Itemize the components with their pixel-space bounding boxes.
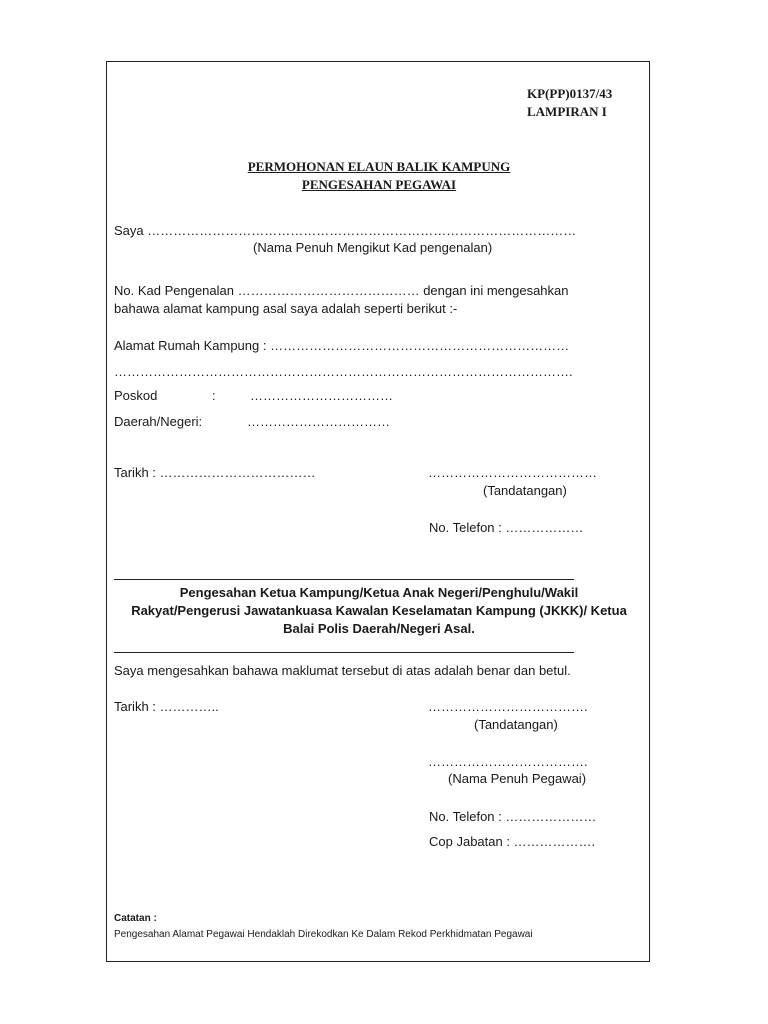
reference-code: KP(PP)0137/43 [527,86,613,101]
postcode-label: Poskod [114,388,158,403]
address-line-2: ……………………………………………………………………………………………. [114,364,573,379]
verifier-signature-label: (Tandatangan) [474,717,558,732]
verification-heading-line-2: Rakyat/Pengerusi Jawatankuasa Kawalan Keselamatan Kampung (JKKK)/ Ketua [131,603,627,618]
applicant-signature-dots: ………………………………… [428,465,597,480]
form-subtitle: PENGESAHAN PEGAWAI [301,177,457,192]
verification-heading-line-3: Balai Polis Daerah/Negeri Asal. [283,621,475,636]
verification-heading-line-1: Pengesahan Ketua Kampung/Ketua Anak Negeri/Penghulu/Wakil [179,585,579,600]
district-label: Daerah/Negeri: [114,414,203,429]
section-divider-top [114,579,574,580]
note-label: Catatan : [114,913,157,924]
note-text: Pengesahan Alamat Pegawai Hendaklah Direkodkan Ke Dalam Rekod Perkhidmatan Pegawai [114,929,533,940]
verifier-name-label: (Nama Penuh Pegawai) [448,771,587,786]
applicant-date-line: Tarikh : ……………………………… [114,465,316,480]
ic-declaration-line: bahawa alamat kampung asal saya adalah seperti berikut :- [114,301,458,316]
form-frame [106,61,650,962]
verifier-signature-dots: ………………………………. [428,699,588,714]
department-stamp-line: Cop Jabatan : ………………. [429,834,596,849]
applicant-name-hint: (Nama Penuh Mengikut Kad pengenalan) [253,240,493,255]
applicant-signature-label: (Tandatangan) [483,483,567,498]
district-dots: …………………………… [247,414,390,429]
ic-number-line: No. Kad Pengenalan …………………………………… dengan ini mengesahkan [114,283,569,298]
postcode-dots: …………………………… [250,388,393,403]
applicant-phone-line: No. Telefon : ……………… [429,520,584,535]
verifier-date-line: Tarikh : ………….. [114,699,219,714]
section-divider-bottom [114,652,574,653]
form-title: PERMOHONAN ELAUN BALIK KAMPUNG [247,159,511,174]
attachment-label: LAMPIRAN I [527,104,607,119]
verifier-name-dots: ………………………………. [428,754,588,769]
address-line-1: Alamat Rumah Kampung : …………………………………………………………… [114,338,570,353]
postcode-colon: : [212,388,216,403]
verification-statement: Saya mengesahkan bahawa maklumat tersebut di atas adalah benar dan betul. [114,663,571,678]
applicant-name-line: Saya ……………………………………………………………………………………… [114,223,577,238]
verifier-phone-line: No. Telefon : ………………… [429,809,597,824]
